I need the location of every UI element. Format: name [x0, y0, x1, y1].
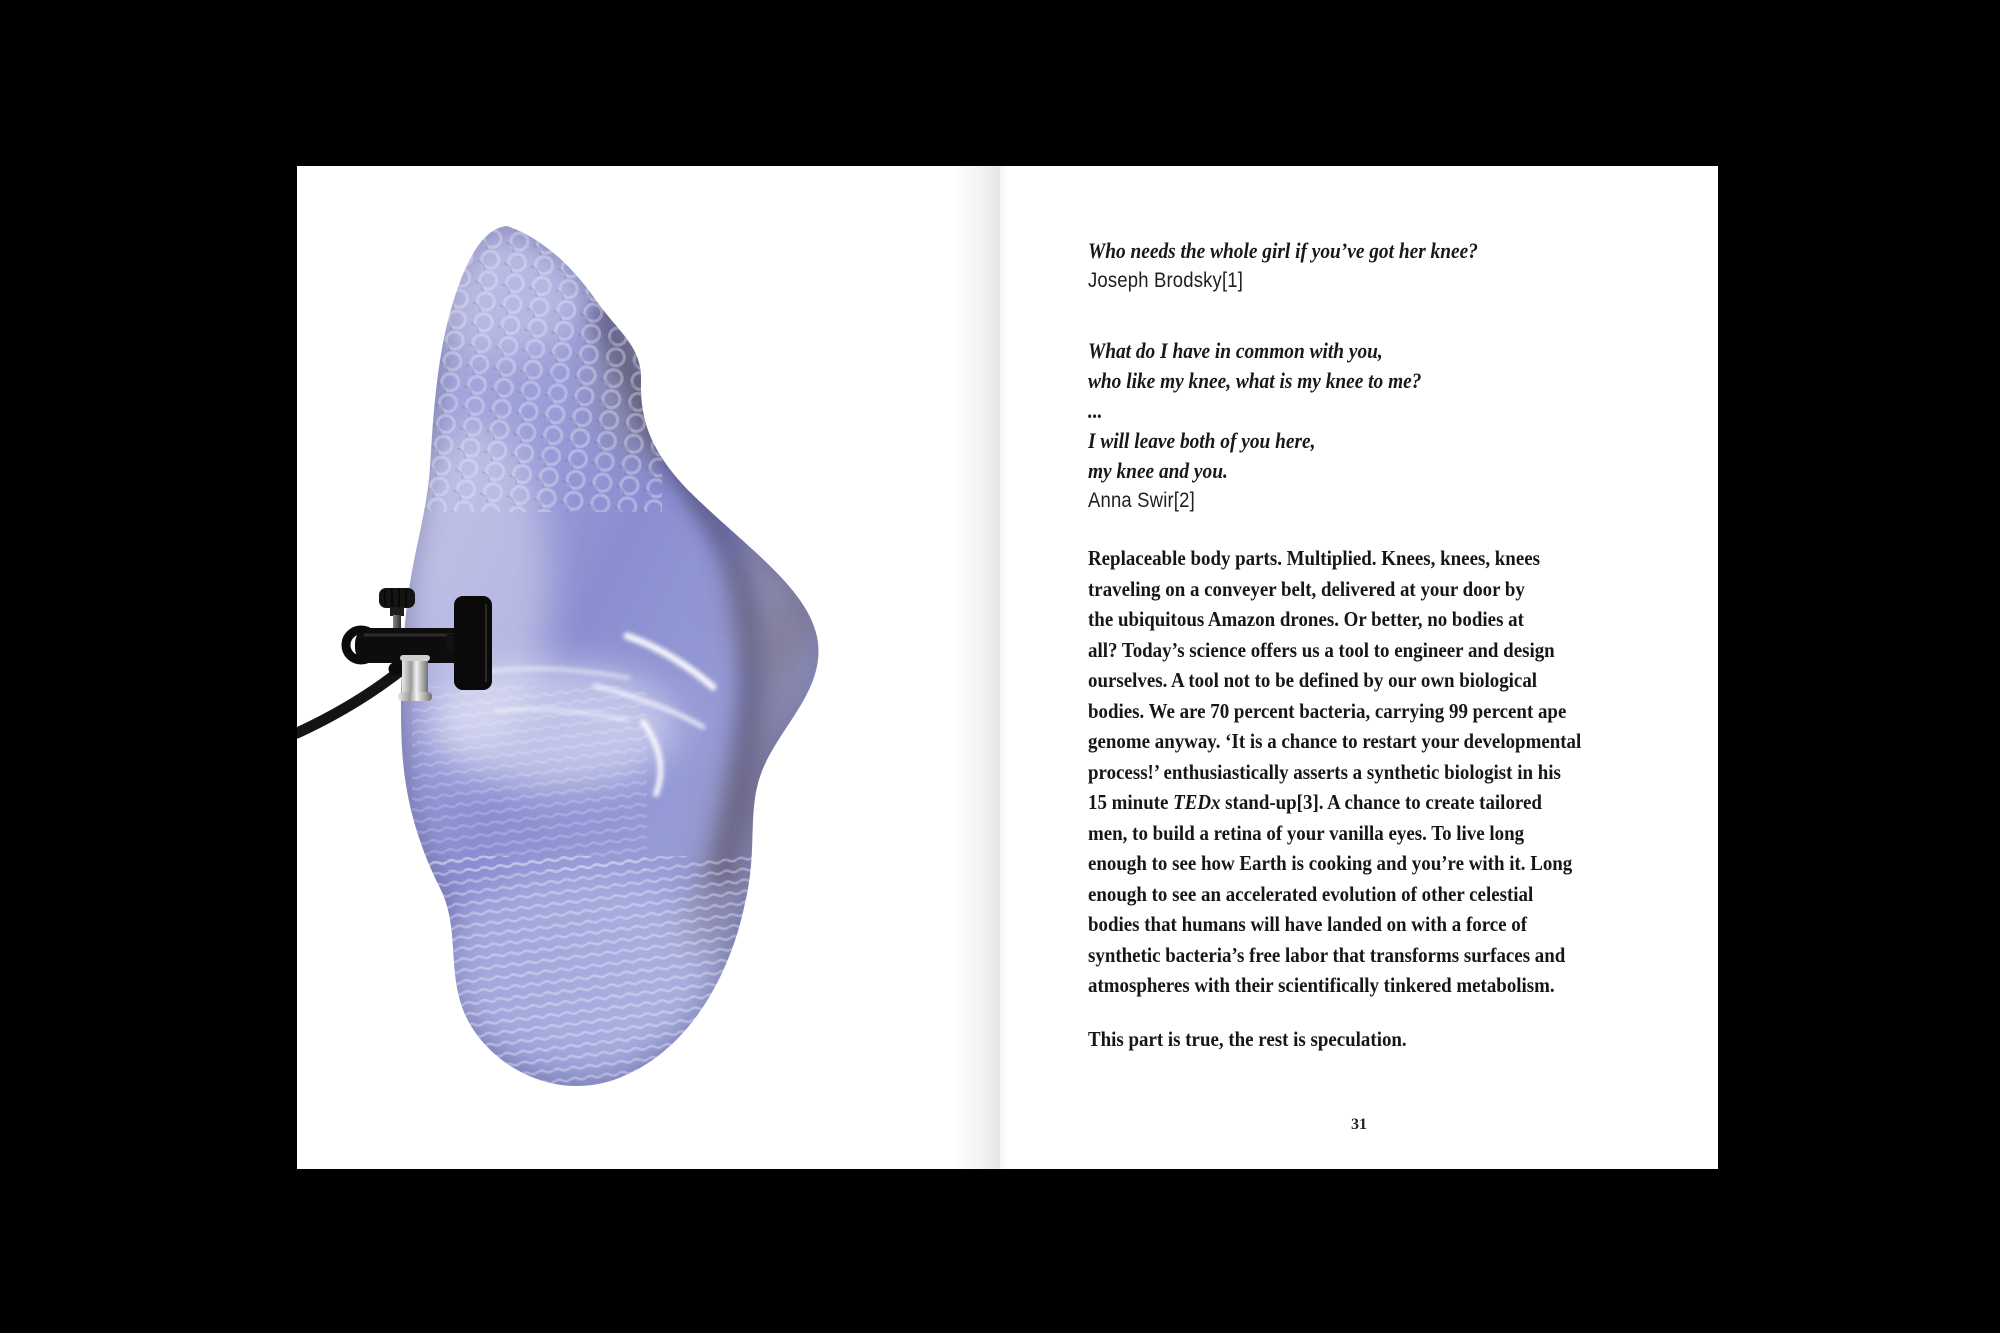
body-line: ourselves. A tool not to be defined by our own biological	[1088, 668, 1538, 692]
body-line: bodies that humans will have landed on with a force of	[1088, 912, 1528, 936]
right-page	[1000, 166, 1718, 1169]
body-line: bodies. We are 70 percent bacteria, carrying 99 percent ape	[1088, 698, 1567, 723]
body-line: 15 minute TEDx stand-up[3]. A chance to create tailored	[1088, 790, 1542, 814]
book-spread	[297, 166, 1718, 1169]
text-column	[1088, 166, 1695, 1054]
poem-line: who like my knee, what is my knee to me?	[1088, 368, 1422, 393]
poem-line: ...	[1088, 398, 1103, 423]
clamp-metal-cylinder	[398, 655, 432, 701]
body-line: genome anyway. ‘It is a chance to restart your developmental	[1088, 729, 1582, 753]
body-line: synthetic bacteria’s free labor that transforms surfaces and	[1088, 942, 1566, 967]
epigraph-attribution: Joseph Brodsky[1]	[1088, 269, 1244, 292]
body-paragraph	[1088, 543, 1695, 1001]
body-line: the ubiquitous Amazon drones. Or better, no bodies at	[1088, 607, 1524, 631]
epigraph-brodsky	[1088, 236, 1695, 296]
poem-line: I will leave both of you here,	[1088, 428, 1316, 453]
body-line: atmospheres with their scientifically tinkered metabolism.	[1088, 973, 1555, 997]
page-number: 31	[1351, 1116, 1367, 1133]
body-line: process!’ enthusiastically asserts a synthetic biologist in his	[1088, 759, 1561, 784]
artwork-figure	[297, 166, 1000, 1169]
body-line: traveling on a conveyer belt, delivered at your door by	[1088, 576, 1525, 601]
body-line: men, to build a retina of your vanilla eyes. To live long	[1088, 820, 1525, 845]
poem-line: What do I have in common with you,	[1088, 338, 1383, 363]
poem-line: my knee and you.	[1088, 458, 1228, 483]
epigraph-quote: Who needs the whole girl if you’ve got her knee?	[1088, 238, 1478, 263]
poem-lines	[1088, 336, 1695, 486]
body-line: all? Today’s science offers us a tool to engineer and design	[1088, 637, 1555, 662]
body-line: enough to see how Earth is cooking and you’re with it. Long	[1088, 851, 1573, 875]
epigraph-swir	[1088, 336, 1695, 516]
left-page	[297, 166, 1000, 1169]
body-line: Replaceable body parts. Multiplied. Knees, knees, knees	[1088, 546, 1541, 570]
epigraph-attribution: Anna Swir[2]	[1088, 489, 1195, 512]
body-line: enough to see an accelerated evolution of other celestial	[1088, 881, 1534, 906]
closing-sentence: This part is true, the rest is speculation.	[1088, 1026, 1407, 1051]
